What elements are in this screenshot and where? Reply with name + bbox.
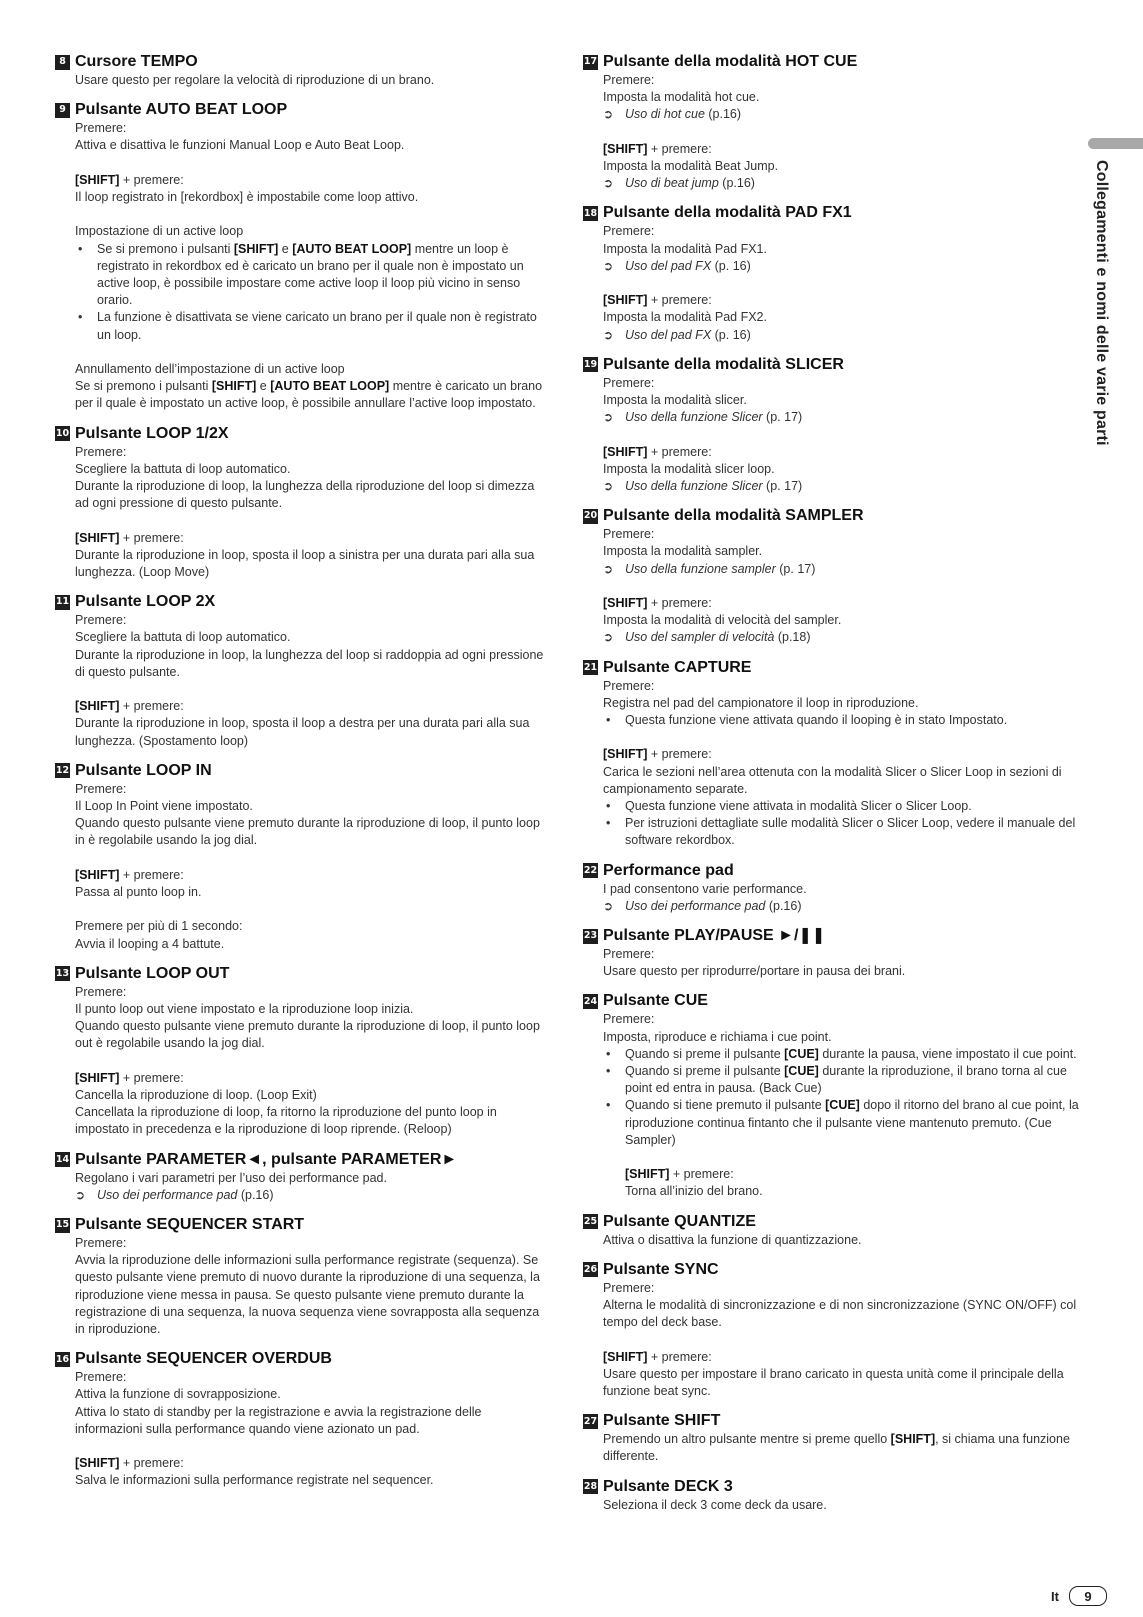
text-line: Avvia la riproduzione delle informazioni sulla performance registrate (sequenza). Se questo pulsante viene premuto di nuovo durante la riproduzione di una sequenza, la riproduzione viene messa in pausa. Se questo pulsante viene premuto durante la registrazione di una sequenza, la nuova sequenza viene sovrapposta alla sequenza in riproduzione. [75,1253,540,1337]
section-title: Performance pad [603,861,734,879]
section-title: Pulsante della modalità HOT CUE [603,53,858,70]
bullet-text: Quando si tiene premuto il pulsante [CUE] dopo il ritorno del brano al cue point, la riproduzione continua fintanto che il pulsante viene mantenuto premuto. (Cue Sampler) [625,1098,1079,1147]
text-line: Premere: [603,224,655,239]
bullet-item [603,1063,1083,1097]
section-title: Pulsante LOOP OUT [75,964,230,982]
text-line: Cancellata la riproduzione di loop, fa ritorno la riproduzione del punto loop in impostato in precedenza e la riproduzione di loop riprende. (Reloop) [75,1105,497,1137]
section-body [603,678,1083,850]
text-line: Seleziona il deck 3 come deck da usare. [603,1497,827,1512]
section-body [75,1235,550,1338]
section-body [603,223,1083,343]
bullet-icon: • [606,799,611,814]
section-body [75,781,550,953]
text-line: Scegliere la battuta di loop automatico. [75,461,291,476]
spacer [603,1331,1083,1348]
reference-arrow-icon: ➲ [603,258,614,273]
text-line: Se si premono i pulsanti [SHIFT] e [AUTO BEAT LOOP] mentre è caricato un brano per il quale è impostato un active loop, è possibile annullare l’active loop impostato. [75,379,543,411]
section-heading [583,355,1083,375]
text-line: Premere: [75,613,127,628]
button-key-label: [SHIFT] [603,1349,648,1364]
section [583,355,1083,495]
bullet-item [603,712,1083,729]
section-title: Pulsante AUTO BEAT LOOP [75,101,288,119]
text-line: Premendo un altro pulsante mentre si preme quello [SHIFT], si chiama una funzione differente. [603,1432,1070,1464]
section-heading [55,761,550,781]
text-line: Impostazione di un active loop [75,224,244,239]
bullet-item [603,798,1083,815]
section [583,1212,1083,1249]
section-body [603,1280,1083,1400]
button-key-label: [SHIFT] [625,1167,670,1182]
section-number-badge: 21 [583,660,598,675]
section [583,1477,1083,1514]
cross-reference [603,175,1083,192]
section-number-badge: 22 [583,863,598,878]
section-number-badge: 13 [55,966,70,981]
section-heading [583,1212,1083,1232]
text-line: Durante la riproduzione in loop, sposta il loop a destra per una durata pari alla sua lunghezza. (Spostamento loop) [75,716,530,748]
button-key-label: [SHIFT] [75,1456,120,1471]
left-column [55,52,550,1501]
reference-title: Uso del pad FX [625,327,712,342]
text-line: [SHIFT] + premere: [603,596,712,611]
bullet-item [603,1097,1083,1149]
spacer [603,275,1083,292]
section-heading [583,52,1083,72]
bullet-item [75,241,550,310]
text-line: [SHIFT] + premere: [75,699,184,714]
button-key-label: [SHIFT] [75,699,120,714]
button-key-label: [SHIFT] [603,293,648,308]
reference-arrow-icon: ➲ [603,327,614,342]
section [583,1411,1083,1465]
section-number-badge: 20 [583,509,598,524]
page-footer [1051,1586,1107,1606]
text-line: Attiva o disattiva la funzione di quantizzazione. [603,1232,862,1247]
section-title: Pulsante LOOP 1/2X [75,424,229,442]
section-number-badge: 17 [583,55,598,70]
text-line: Cancella la riproduzione di loop. (Loop Exit) [75,1088,317,1103]
section [55,592,550,750]
spacer [603,578,1083,595]
section-number-badge: 28 [583,1479,598,1494]
spacer [75,1438,550,1455]
button-key-label: [SHIFT] [603,444,648,459]
section-title: Pulsante CUE [603,992,708,1010]
spacer [603,1149,1083,1166]
reference-text: Uso del sampler di velocità (p.18) [625,630,811,645]
section-heading [583,1260,1083,1280]
spacer [75,1053,550,1070]
text-line: Torna all’inizio del brano. [625,1184,763,1199]
text-line: Imposta la modalità di velocità del sampler. [603,613,842,628]
bullet-item [603,815,1083,849]
text-line: Alterna le modalità di sincronizzazione e di non sincronizzazione (SYNC ON/OFF) col tempo del deck base. [603,1298,1077,1330]
reference-text: Uso del pad FX (p. 16) [625,258,751,273]
section-title: Pulsante QUANTIZE [603,1212,756,1230]
reference-title: Uso della funzione Slicer [625,410,763,425]
text-line: Premere: [603,947,655,962]
text-line: Premere: [75,1236,127,1251]
section-number-badge: 25 [583,1214,598,1229]
reference-title: Uso di beat jump [625,176,719,191]
reference-title: Uso del pad FX [625,258,712,273]
text-line: Imposta la modalità hot cue. [603,90,760,105]
section [55,1349,550,1489]
reference-text: Uso del pad FX (p. 16) [625,327,751,342]
spacer [75,206,550,223]
section [583,991,1083,1200]
text-line: Durante la riproduzione in loop, la lunghezza del loop si raddoppia ad ogni pressione di questo pulsante. [75,647,544,679]
bullet-text: Quando si preme il pulsante [CUE] durante la riproduzione, il brano torna al cue point ed entra in pausa. (Back Cue) [625,1064,1067,1096]
section-number-badge: 27 [583,1414,598,1429]
section-heading [583,506,1083,526]
text-line: I pad consentono varie performance. [603,881,807,896]
spacer [603,426,1083,443]
section-number-badge: 14 [55,1152,70,1167]
section-title: Pulsante della modalità PAD FX1 [603,204,852,222]
button-key-label: [SHIFT] [75,867,120,882]
section-body [603,526,1083,646]
section [583,52,1083,192]
section-body [603,1011,1083,1200]
section-title: Pulsante DECK 3 [603,1477,733,1495]
section-number-badge: 18 [583,206,598,221]
bullet-icon: • [606,713,611,728]
text-line: Premere: [75,984,127,999]
text-line: [SHIFT] + premere: [75,172,184,187]
section-heading [55,1150,550,1170]
section-body [75,1170,550,1204]
section [55,964,550,1139]
reference-arrow-icon: ➲ [603,479,614,494]
section-number-badge: 15 [55,1218,70,1233]
section-title: Pulsante CAPTURE [603,658,752,676]
section-body [75,1369,550,1489]
text-line: [SHIFT] + premere: [75,1456,184,1471]
language-code: It [1051,1588,1059,1604]
text-line: [SHIFT] + premere: [603,293,712,308]
text-line: Usare questo per riprodurre/portare in pausa dei brani. [603,964,906,979]
bullet-text: Questa funzione viene attivata in modalità Slicer o Slicer Loop. [625,799,972,814]
bullet-item [75,309,550,343]
section-number-badge: 8 [55,55,70,70]
reference-text: Uso della funzione Slicer (p. 17) [625,410,803,425]
bullet-icon: • [78,241,83,256]
section-heading [583,1411,1083,1431]
reference-arrow-icon: ➲ [603,561,614,576]
button-key-label: [CUE] [825,1098,860,1113]
section-body [603,72,1083,192]
text-line: Attiva lo stato di standby per la registrazione e avvia la registrazione delle informazioni sulla performance quando viene azionato un pad. [75,1404,482,1436]
text-line: Quando questo pulsante viene premuto durante la riproduzione di loop, il punto loop out è regolabile usando la jog dial. [75,1019,540,1051]
text-line: [SHIFT] + premere: [603,1349,712,1364]
spacer [75,512,550,529]
section-body [75,120,550,412]
text-line: Imposta la modalità Pad FX2. [603,310,767,325]
reference-arrow-icon: ➲ [603,898,614,913]
text-line: [SHIFT] + premere: [75,867,184,882]
button-key-label: [SHIFT] [75,530,120,545]
reference-arrow-icon: ➲ [603,176,614,191]
text-line: Registra nel pad del campionatore il loop in riproduzione. [603,695,919,710]
reference-title: Uso di hot cue [625,107,705,122]
reference-text: Uso di beat jump (p.16) [625,176,755,191]
section-number-badge: 9 [55,103,70,118]
cross-reference [603,478,1083,495]
section-heading [583,861,1083,881]
bullet-text: Quando si preme il pulsante [CUE] durante la pausa, viene impostato il cue point. [625,1046,1077,1061]
text-line: Usare questo per regolare la velocità di riproduzione di un brano. [75,73,435,87]
section [55,1215,550,1338]
section-number-badge: 23 [583,929,598,944]
section-title: Pulsante LOOP IN [75,761,212,779]
section-title: Cursore TEMPO [75,53,198,70]
section-heading [583,991,1083,1011]
section [583,1260,1083,1400]
right-column [583,52,1083,1525]
section-title: Pulsante SEQUENCER START [75,1216,305,1234]
section-heading [583,658,1083,678]
bullet-icon: • [606,816,611,831]
reference-text: Uso della funzione sampler (p. 17) [625,561,816,576]
button-key-label: [CUE] [784,1064,819,1079]
text-line: Annullamento dell’impostazione di un active loop [75,362,345,376]
section-body [75,612,550,750]
reference-title: Uso del sampler di velocità [625,630,775,645]
text-line: Premere: [603,527,655,542]
spacer [603,124,1083,141]
spacer [75,681,550,698]
cross-reference [75,1187,550,1204]
cross-reference [603,409,1083,426]
section-heading [55,424,550,444]
reference-text: Uso dei performance pad (p.16) [97,1187,274,1202]
text-line: Durante la riproduzione in loop, sposta il loop a sinistra per una durata pari alla sua lunghezza. (Loop Move) [75,547,535,580]
reference-text: Uso della funzione Slicer (p. 17) [625,479,803,494]
section-heading [583,203,1083,223]
cross-reference [603,327,1083,344]
text-line: [SHIFT] + premere: [603,444,712,459]
text-line: Passa al punto loop in. [75,885,202,900]
section [55,761,550,953]
text-line: [SHIFT] + premere: [625,1167,734,1182]
text-line: Premere: [603,375,655,390]
section-body [603,946,1083,980]
section-body [603,881,1083,915]
text-line: Salva le informazioni sulla performance registrate nel sequencer. [75,1473,434,1488]
button-key-label: [AUTO BEAT LOOP] [270,379,390,394]
text-line: Premere: [75,781,127,796]
section-body [603,1232,1083,1249]
section-title: Pulsante SYNC [603,1260,719,1278]
cross-reference [603,629,1083,646]
reference-title: Uso dei performance pad [97,1187,238,1202]
text-line: [SHIFT] + premere: [603,141,712,156]
spacer [75,344,550,361]
text-line: Premere: [603,1280,655,1295]
text-line: Premere: [603,678,655,693]
section-body [75,444,550,582]
section-heading [583,926,1083,946]
bullet-item [603,1046,1083,1063]
text-line: Il punto loop out viene impostato e la riproduzione loop inizia. [75,1002,414,1017]
text-line: Imposta la modalità slicer loop. [603,461,775,476]
section [583,658,1083,850]
section-title: Pulsante SHIFT [603,1412,721,1430]
reference-text: Uso dei performance pad (p.16) [625,898,802,913]
section-title: Pulsante PLAY/PAUSE ►/❚❚ [603,927,826,945]
text-line: Imposta la modalità Beat Jump. [603,159,779,173]
text-line: Premere per più di 1 secondo: [75,919,243,934]
text-line: Premere: [603,73,655,87]
cross-reference [603,561,1083,578]
reference-title: Uso della funzione Slicer [625,479,763,494]
text-line: [SHIFT] + premere: [603,747,712,762]
section-heading [55,52,550,72]
section-number-badge: 10 [55,426,70,441]
text-line: Imposta la modalità sampler. [603,544,763,559]
section-heading [583,1477,1083,1497]
spacer [75,901,550,918]
section-number-badge: 12 [55,763,70,778]
section-number-badge: 16 [55,1352,70,1367]
text-line: Usare questo per impostare il brano caricato in questa unità come il principale della funzione beat sync. [603,1366,1064,1399]
section-heading [55,964,550,984]
section [583,926,1083,980]
section-heading [55,100,550,120]
text-line: Imposta, riproduce e richiama i cue point. [603,1029,832,1044]
section [55,100,550,412]
text-line: Il loop registrato in [rekordbox] è impostabile come loop attivo. [75,190,419,204]
section-body [603,1497,1083,1514]
reference-arrow-icon: ➲ [75,1187,86,1202]
section-title: Pulsante SEQUENCER OVERDUB [75,1350,332,1368]
text-line: [SHIFT] + premere: [75,1070,184,1085]
section-side-title: Collegamenti e nomi delle varie parti [1093,160,1110,446]
text-line: Premere: [75,444,127,459]
spacer [603,729,1083,746]
section-body [603,1431,1083,1465]
bullet-icon: • [606,1046,611,1061]
page-number: 9 [1069,1586,1107,1606]
bullet-icon: • [606,1064,611,1079]
section-title: Pulsante della modalità SAMPLER [603,507,864,525]
text-line: Premere: [75,121,127,136]
section-heading [55,1215,550,1235]
bullet-text: La funzione è disattivata se viene caricato un brano per il quale non è registrato un loop. [97,310,537,342]
button-key-label: [SHIFT] [890,1432,936,1447]
section-side-tab-marker [1088,138,1143,149]
button-key-label: [SHIFT] [75,172,120,187]
section-number-badge: 19 [583,357,598,372]
section [55,424,550,582]
section [55,52,550,89]
section [55,1150,550,1204]
reference-arrow-icon: ➲ [603,630,614,645]
reference-arrow-icon: ➲ [603,107,614,122]
button-key-label: [CUE] [784,1046,819,1061]
bullet-icon: • [78,310,83,325]
section-title: Pulsante LOOP 2X [75,593,216,611]
section-number-badge: 26 [583,1262,598,1277]
cross-reference [603,258,1083,275]
reference-arrow-icon: ➲ [603,410,614,425]
cross-reference [603,106,1083,123]
bullet-text: Questa funzione viene attivata quando il looping è in stato Impostato. [625,713,1008,728]
bullet-icon: • [606,1098,611,1113]
button-key-label: [AUTO BEAT LOOP] [292,241,412,256]
text-line: Attiva e disattiva le funzioni Manual Loop e Auto Beat Loop. [75,138,405,153]
section-heading [55,1349,550,1369]
text-line: [SHIFT] + premere: [75,530,184,545]
section-body [603,375,1083,495]
text-line: Carica le sezioni nell’area ottenuta con la modalità Slicer o Slicer Loop in sezioni di campionamento separate. [603,764,1062,796]
section-title: Pulsante PARAMETER◄, pulsante PARAMETER► [75,1150,458,1168]
section [583,203,1083,343]
bullet-text: Se si premono i pulsanti [SHIFT] e [AUTO BEAT LOOP] mentre un loop è registrato in rekordbox ed è caricato un brano per il quale non è impostato un active loop, è possibile impostare come active loop il loop più vicino in senso orario. [97,241,524,308]
text-line: Attiva la funzione di sovrapposizione. [75,1387,281,1402]
text-line: Imposta la modalità slicer. [603,393,747,408]
text-line: Quando questo pulsante viene premuto durante la riproduzione di loop, il punto loop in è regolabile usando la jog dial. [75,816,540,848]
section-number-badge: 11 [55,595,70,610]
button-key-label: [SHIFT] [75,1070,120,1085]
reference-title: Uso della funzione sampler [625,561,776,576]
text-line: Premere: [75,1370,127,1385]
button-key-label: [SHIFT] [211,379,257,394]
section-title: Pulsante della modalità SLICER [603,355,844,373]
reference-title: Uso dei performance pad [625,898,766,913]
text-line: Scegliere la battuta di loop automatico. [75,630,291,645]
text-line: Avvia il looping a 4 battute. [75,936,225,951]
section-body [75,72,550,89]
text-line: Imposta la modalità Pad FX1. [603,241,767,256]
section-heading [55,592,550,612]
button-key-label: [SHIFT] [603,141,648,156]
bullet-text: Per istruzioni dettagliate sulle modalità Slicer o Slicer Loop, vedere il manuale del software rekordbox. [625,816,1076,848]
text-line: Il Loop In Point viene impostato. [75,799,253,814]
button-key-label: [SHIFT] [603,596,648,611]
section-body [75,984,550,1139]
text-line: Durante la riproduzione di loop, la lunghezza della riproduzione del loop si dimezza ad ogni pressione di questo pulsante. [75,479,535,511]
spacer [75,155,550,172]
section-number-badge: 24 [583,994,598,1009]
reference-text: Uso di hot cue (p.16) [625,107,742,122]
section [583,861,1083,915]
button-key-label: [SHIFT] [233,241,279,256]
button-key-label: [SHIFT] [603,747,648,762]
text-line: Regolano i vari parametri per l’uso dei performance pad. [75,1170,387,1185]
spacer [75,850,550,867]
text-line: Premere: [603,1012,655,1027]
cross-reference [603,898,1083,915]
section [583,506,1083,646]
